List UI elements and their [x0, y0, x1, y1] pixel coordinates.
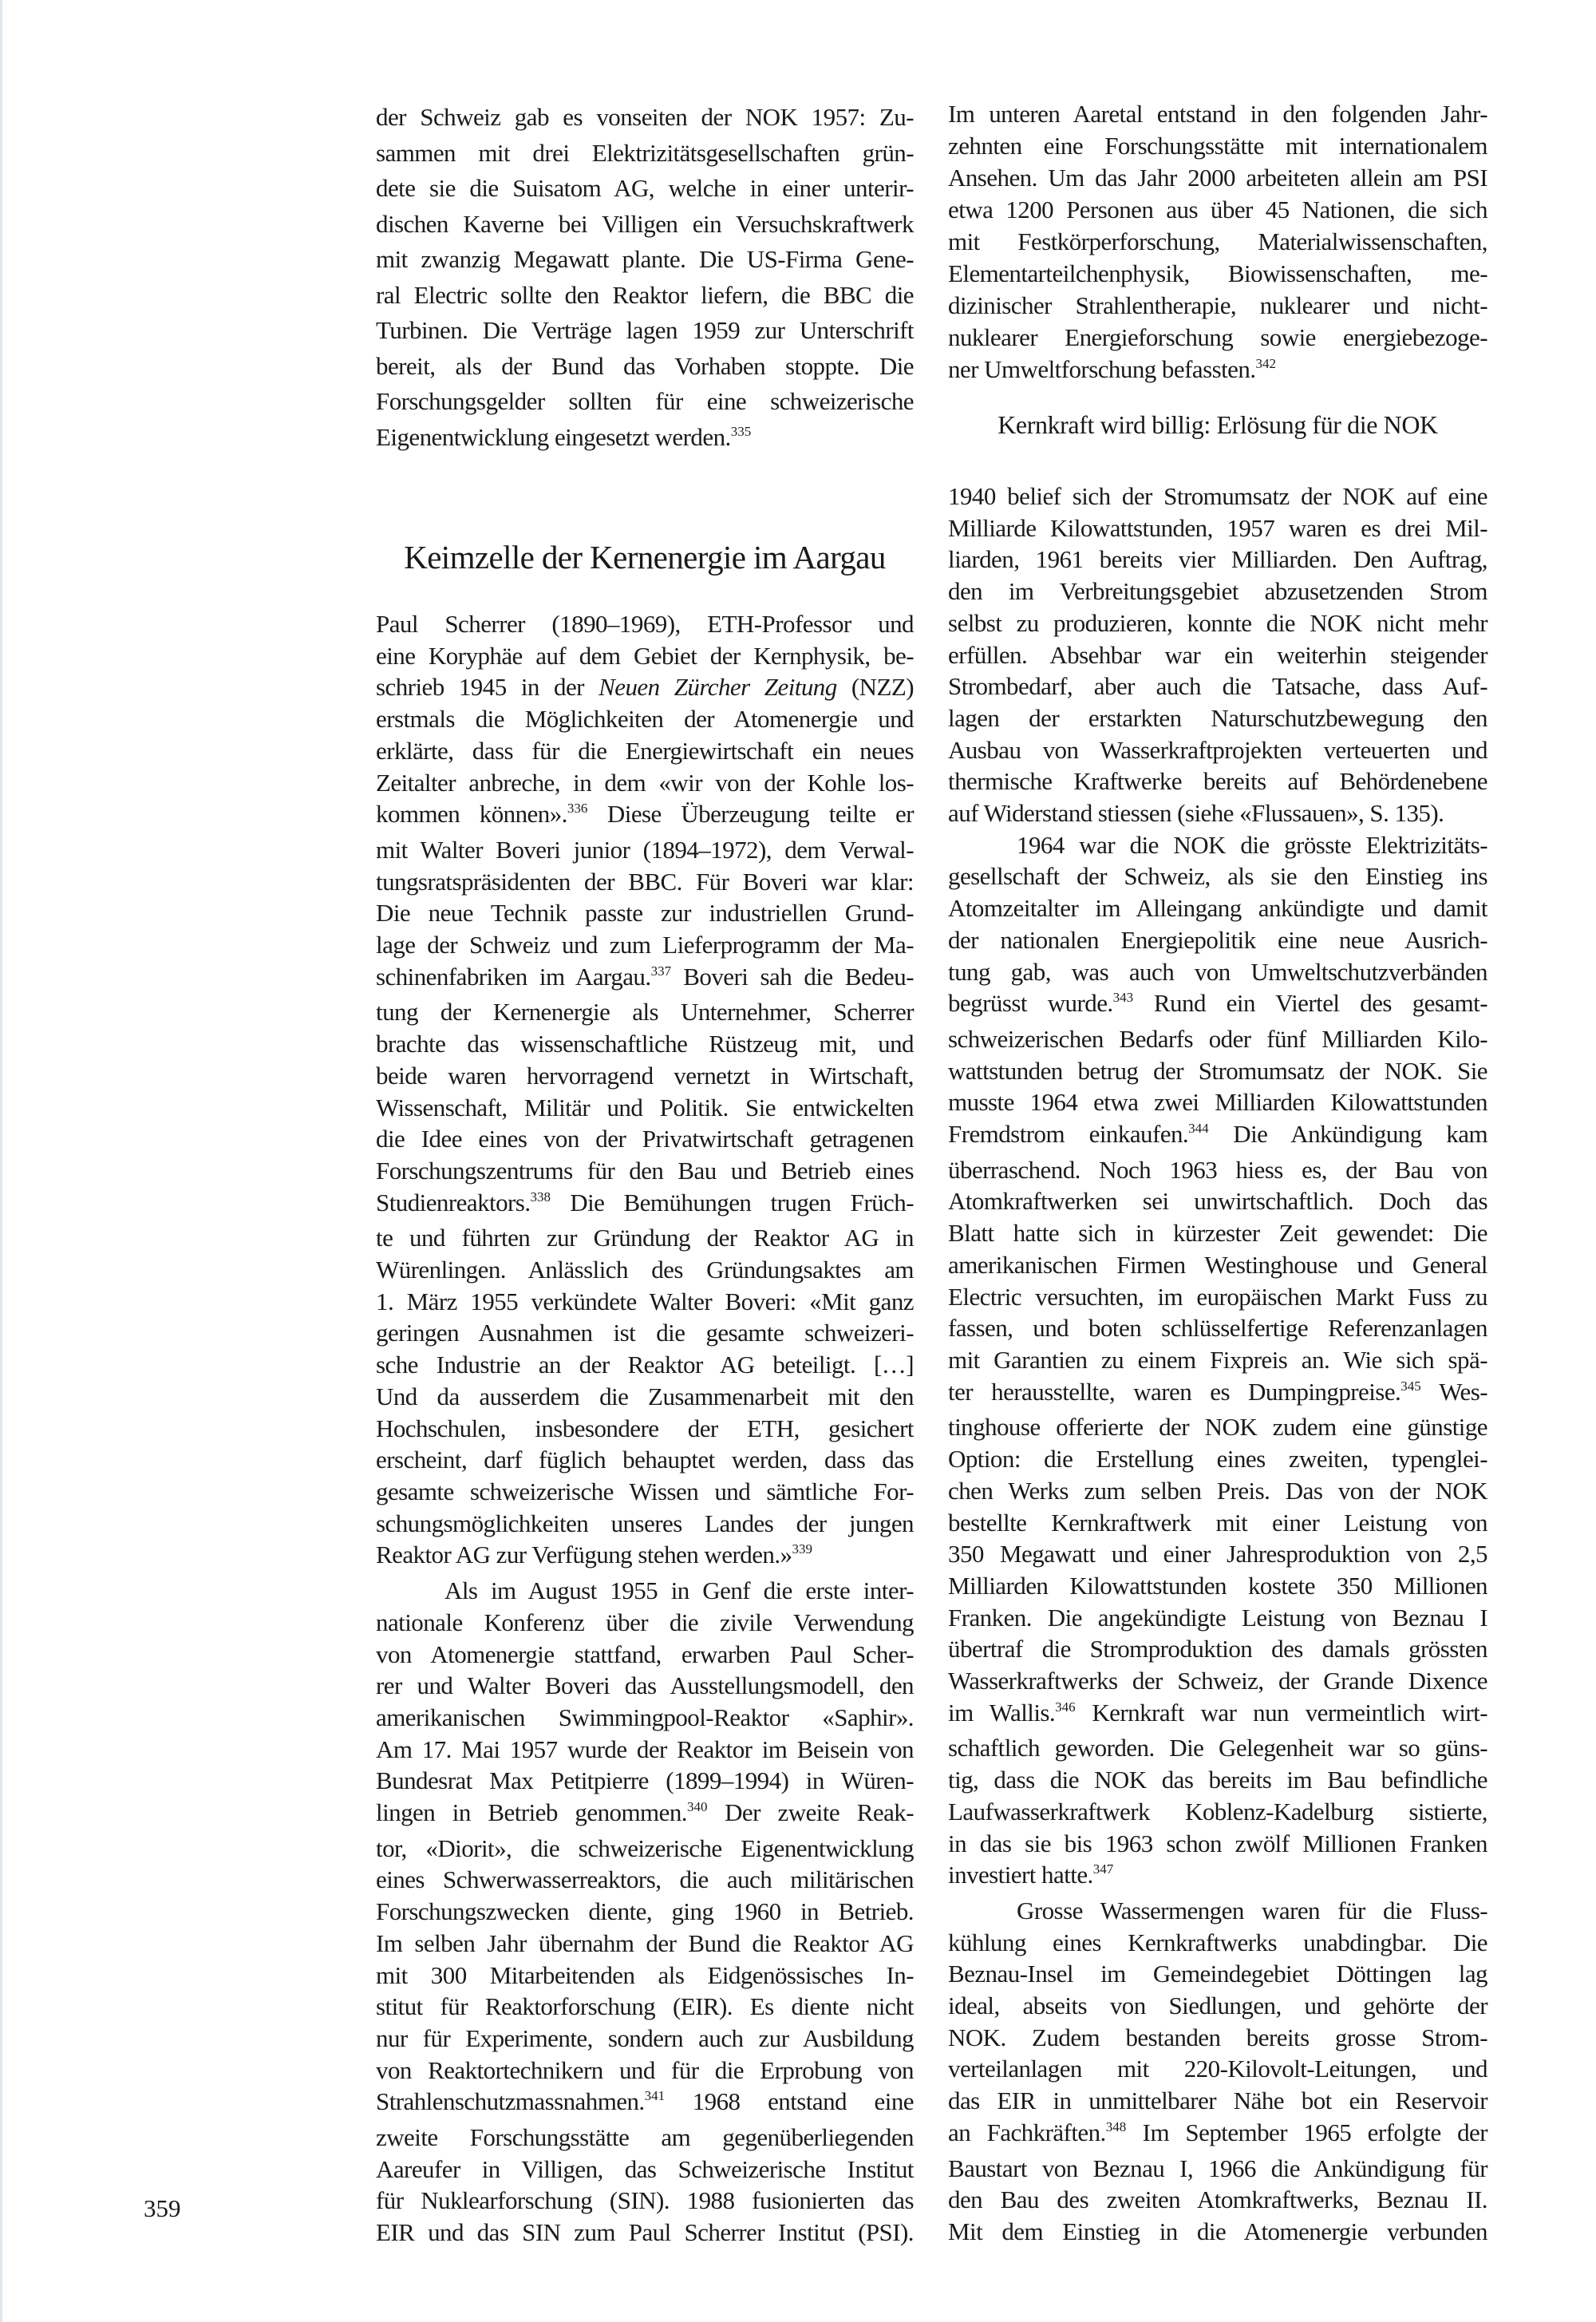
paragraph	[948, 481, 1487, 829]
text-line: der Schweiz gab es vonseiten der NOK 1957: Zu-	[376, 103, 914, 131]
text-line: stitut für Reaktorforschung (EIR). Es diente nicht	[376, 1992, 914, 2021]
footnote-reference: 346	[1055, 1699, 1076, 1715]
paragraph	[948, 829, 1487, 1895]
text-line: Wasserkraftwerks der Schweiz, der Grande Dixence	[948, 1667, 1487, 1695]
section-heading: Keimzelle der Kernenergie im Aargau	[404, 539, 886, 576]
text-line: erklärte, dass für die Energiewirtschaft ein neues	[376, 736, 914, 765]
text-line: Ansehen. Um das Jahr 2000 arbeiteten allein am PSI	[948, 164, 1487, 192]
section-subheading: Kernkraft wird billig: Erlösung für die NOK	[998, 410, 1438, 439]
text-line: für Nuklearforschung (SIN). 1988 fusionierten das	[376, 2186, 914, 2215]
footnote-reference: 336	[567, 801, 588, 817]
text-line: von Reaktortechnikern und für die Erprobung von	[376, 2055, 914, 2084]
text-line: kommen können».$^{336}$ Diese Überzeugung teilte er	[376, 800, 914, 829]
text-line: Hochschulen, insbesondere der ETH, gesichert	[376, 1414, 914, 1442]
left-column-top-paragraph	[376, 100, 914, 459]
text-line: Zeitalter anbreche, in dem «wir von der Kohle los-	[376, 768, 914, 797]
text-line: sammen mit drei Elektrizitätsgesellschaften grün-	[376, 138, 914, 167]
text-line: Würenlingen. Anlässlich des Gründungsaktes am	[376, 1256, 914, 1284]
text-line: Und da ausserdem die Zusammenarbeit mit den	[376, 1382, 914, 1410]
text-line: Studienreaktors.$^{338}$ Die Bemühungen trugen Früch-	[376, 1188, 914, 1216]
text-line: den Bau des zweiten Atomkraftwerks, Beznau II.	[948, 2186, 1487, 2214]
text-line: NOK. Zudem bestanden bereits grosse Strom-	[948, 2023, 1487, 2051]
text-line: bestellte Kernkraftwerk mit einer Leistung von	[948, 1508, 1487, 1537]
text-line: Mit dem Einstieg in die Atomenergie verbunden	[948, 2217, 1487, 2245]
text-line: dizinischer Strahlentherapie, nuklearer und nicht-	[948, 291, 1487, 319]
text-line: mit Garantien zu einem Fixpreis an. Wie sich spä-	[948, 1345, 1487, 1374]
footnote-reference: 340	[686, 1799, 708, 1815]
text-line: schrieb 1945 in der Neuen Zürcher Zeitung (NZZ)	[376, 673, 915, 702]
text-line: thermische Kraftwerke bereits auf Behördenebene	[948, 767, 1487, 796]
text-line: geringen Ausnahmen ist die gesamte schweizeri-	[376, 1319, 914, 1347]
text-line: 1964 war die NOK die grösste Elektrizitäts-	[1017, 830, 1487, 859]
text-line: tor, «Diorit», die schweizerische Eigenentwicklung	[376, 1833, 914, 1862]
text-line: Im selben Jahr übernahm der Bund die Reaktor AG	[376, 1928, 914, 1957]
text-line: mit zwanzig Megawatt plante. Die US-Firma Gene-	[376, 245, 914, 273]
text-line: ter herausstellte, waren es Dumpingpreise.$^{345}$ Wes-	[948, 1377, 1487, 1406]
text-line: von Atomenergie stattfand, erwarben Paul Scher-	[376, 1640, 914, 1668]
footnote-reference: 337	[650, 963, 672, 979]
text-line: Im unteren Aaretal entstand in den folgenden Jahr-	[948, 100, 1487, 128]
text-line: den im Verbreitungsgebiet abzusetzenden Strom	[948, 577, 1487, 606]
text-line: liarden, 1961 bereits vier Milliarden. Den Auftrag,	[948, 545, 1487, 574]
footnote-reference: 347	[1092, 1861, 1114, 1877]
text-line: erfüllen. Absehbar war ein weiterhin steigender	[948, 640, 1487, 669]
text-line: amerikanischen Swimmingpool-Reaktor «Saphir».	[376, 1703, 914, 1731]
text-line: Reaktor AG zur Verfügung stehen werden.»$^{339}$	[376, 1541, 812, 1569]
text-line: eines Schwerwasserreaktors, die auch militärischen	[376, 1865, 914, 1894]
footnote-reference: 343	[1112, 990, 1134, 1006]
text-line: Forschungszwecken diente, ging 1960 in Betrieb.	[376, 1897, 914, 1926]
text-line: Atomzeitalter im Alleingang ankündigte und damit	[948, 894, 1487, 923]
text-line: nur für Experimente, sondern auch zur Ausbildung	[376, 2023, 914, 2052]
text-line: tig, dass die NOK das bereits im Bau befindliche	[948, 1766, 1487, 1794]
text-line: mit Festkörperforschung, Materialwissenschaften,	[948, 227, 1487, 255]
text-line: rer und Walter Boveri das Ausstellungsmodell, den	[376, 1671, 914, 1700]
text-line: wattstunden betrug der Stromumsatz der NOK. Sie	[948, 1056, 1487, 1085]
text-line: Am 17. Mai 1957 wurde der Reaktor im Beisein von	[376, 1735, 914, 1763]
text-line: tinghouse offerierte der NOK zudem eine günstige	[948, 1413, 1487, 1442]
paragraph	[376, 608, 914, 1575]
text-line: 1. März 1955 verkündete Walter Boveri: «Mit ganz	[376, 1287, 914, 1315]
text-line: zehnten eine Forschungsstätte mit internationalem	[948, 132, 1487, 160]
footnote-reference: 339	[792, 1541, 812, 1557]
text-line: dischen Kaverne bei Villigen ein Versuchskraftwerk	[376, 209, 914, 238]
text-line: dete sie die Suisatom AG, welche in einer unterir-	[376, 174, 914, 202]
text-line: Milliarde Kilowattstunden, 1957 waren es drei Mil-	[948, 513, 1487, 542]
text-line: im Wallis.$^{346}$ Kernkraft war nun vermeintlich wirt-	[948, 1698, 1487, 1727]
text-line: ideal, abseits von Siedlungen, und gehörte der	[948, 1992, 1487, 2020]
footnote-reference: 344	[1188, 1121, 1209, 1137]
right-column-top-paragraph	[948, 98, 1487, 390]
text-line: investiert hatte.$^{347}$	[948, 1861, 1114, 1889]
footnote-reference: 341	[644, 2088, 666, 2104]
text-line: das EIR in unmittelbarer Nähe bot ein Reservoir	[948, 2087, 1487, 2115]
text-line: sche Industrie an der Reaktor AG beteiligt. […]	[376, 1351, 914, 1379]
text-line: schinenfabriken im Aargau.$^{337}$ Boveri sah die Bedeu-	[376, 962, 914, 991]
text-line: bereit, als der Bund das Vorhaben stoppte. Die	[376, 351, 914, 380]
text-line: lage der Schweiz und zum Lieferprogramm der Ma-	[376, 931, 914, 959]
text-line: Elementarteilchenphysik, Biowissenschaften, me-	[948, 259, 1487, 287]
left-column-body	[376, 608, 914, 2249]
text-line: begrüsst wurde.$^{343}$ Rund ein Viertel des gesamt-	[948, 989, 1488, 1018]
text-line: Als im August 1955 in Genf die erste inter-	[444, 1576, 914, 1605]
text-line: EIR und das SIN zum Paul Scherrer Institut (PSI).	[376, 2218, 914, 2247]
text-line: Milliarden Kilowattstunden kostete 350 Millionen	[948, 1571, 1487, 1600]
text-line: amerikanischen Firmen Westinghouse und General	[948, 1250, 1487, 1279]
text-line: Aareufer in Villigen, das Schweizerische Institut	[376, 2154, 914, 2183]
text-line: erstmals die Möglichkeiten der Atomenergie und	[376, 705, 914, 734]
page-number: 359	[144, 2194, 181, 2222]
text-line: mit Walter Boveri junior (1894–1972), dem Verwal-	[376, 835, 914, 864]
text-line: erscheint, darf füglich behauptet werden, dass das	[376, 1446, 914, 1474]
text-line: in das sie bis 1963 schon zwölf Millionen Franken	[948, 1829, 1487, 1857]
text-line: chen Werks zum selben Preis. Das von der NOK	[948, 1476, 1487, 1505]
text-line: nationale Konferenz über die zivile Verwendung	[376, 1608, 914, 1636]
footnote-reference: 348	[1105, 2118, 1127, 2134]
text-line: Strahlenschutzmassnahmen.$^{341}$ 1968 entstand eine	[376, 2087, 914, 2116]
paragraph	[948, 1895, 1487, 2248]
text-line: Wissenschaft, Militär und Politik. Sie entwickelten	[376, 1093, 914, 1121]
text-line: Franken. Die angekündigte Leistung von Beznau I	[948, 1603, 1487, 1632]
text-line: Grosse Wassermengen waren für die Fluss-	[1017, 1896, 1487, 1924]
text-line: nuklearer Energieforschung sowie energiebezoge-	[948, 323, 1487, 351]
text-line: tung gab, was auch von Umweltschutzverbänden	[948, 957, 1487, 986]
text-line: lingen in Betrieb genommen.$^{340}$ Der zweite Reak-	[376, 1798, 914, 1827]
text-line: eine Koryphäe auf dem Gebiet der Kernphysik, be-	[376, 641, 914, 670]
text-line: Strombedarf, aber auch die Tatsache, dass Auf-	[948, 672, 1487, 701]
text-line: selbst zu produzieren, konnte die NOK nicht mehr	[948, 608, 1487, 637]
text-line: die Idee eines von der Privatwirtschaft getragenen	[376, 1125, 914, 1153]
text-line: tungsratspräsidenten der BBC. Für Boveri war klar:	[376, 867, 914, 896]
text-line: Eigenentwicklung eingesetzt werden.$^{335}$	[376, 422, 752, 451]
text-line: musste 1964 etwa zwei Milliarden Kilowattstunden	[948, 1088, 1487, 1117]
paragraph	[376, 1575, 914, 2249]
text-line: Electric versuchten, im europäischen Markt Fuss zu	[948, 1282, 1487, 1311]
page-edge	[0, 0, 2, 2322]
text-line: der nationalen Energiepolitik eine neue Ausrich-	[948, 925, 1487, 954]
text-line: te und führten zur Gründung der Reaktor AG in	[376, 1224, 914, 1252]
text-line: brachte das wissenschaftliche Rüstzeug mit, und	[376, 1030, 914, 1058]
text-line: Baustart von Beznau I, 1966 die Ankündigung für	[948, 2154, 1487, 2182]
text-line: überraschend. Noch 1963 hiess es, der Bau von	[948, 1155, 1487, 1184]
text-line: schaftlich geworden. Die Gelegenheit war so güns-	[948, 1734, 1487, 1762]
footnote-reference: 335	[730, 423, 752, 439]
text-line: an Fachkräften.$^{348}$ Im September 1965 erfolgte der	[948, 2118, 1487, 2146]
text-line: lagen der erstarkten Naturschutzbewegung den	[948, 703, 1487, 732]
text-line: zweite Forschungsstätte am gegenüberliegenden	[376, 2123, 914, 2152]
text-line: Atomkraftwerken sei unwirtschaftlich. Doch das	[948, 1187, 1487, 1216]
text-line: übertraf die Stromproduktion des damals grössten	[948, 1635, 1487, 1663]
text-line: Die neue Technik passte zur industriellen Grund-	[376, 899, 914, 928]
text-line: Beznau-Insel im Gemeindegebiet Döttingen lag	[948, 1960, 1487, 1988]
text-line: gesellschaft der Schweiz, als sie den Einstieg ins	[948, 862, 1487, 891]
text-line: schweizerischen Bedarfs oder fünf Milliarden Kilo-	[948, 1024, 1487, 1053]
text-line: ral Electric sollte den Reaktor liefern, die BBC die	[376, 280, 914, 309]
text-line: Paul Scherrer (1890–1969), ETH-Professor und	[376, 610, 914, 638]
text-line: beide waren hervorragend vernetzt in Wirtschaft,	[376, 1061, 914, 1090]
text-line: Option: die Erstellung eines zweiten, typenglei-	[948, 1445, 1487, 1474]
footnote-reference: 338	[530, 1189, 551, 1205]
footnote-reference: 345	[1400, 1378, 1421, 1394]
text-line: schungsmöglichkeiten unseres Landes der jungen	[376, 1509, 914, 1537]
text-line: 1940 belief sich der Stromumsatz der NOK auf eine	[948, 482, 1487, 510]
text-line: 350 Megawatt und einer Jahresproduktion von 2,5	[948, 1540, 1487, 1568]
text-line: Forschungszentrums für den Bau und Betrieb eines	[376, 1156, 914, 1185]
text-line: Laufwasserkraftwerk Koblenz-Kadelburg sistierte,	[948, 1797, 1487, 1826]
right-column-body	[948, 481, 1487, 2248]
text-line: fassen, und boten schlüsselfertige Referenzanlagen	[948, 1314, 1487, 1343]
text-line: Ausbau von Wasserkraftprojekten verteuerten und	[948, 735, 1487, 764]
text-line: Blatt hatte sich in kürzester Zeit gewendet: Die	[948, 1219, 1487, 1248]
text-line: gesamte schweizerische Wissen und sämtliche For-	[376, 1477, 914, 1505]
text-line: Fremdstrom einkaufen.$^{344}$ Die Ankündigung kam	[948, 1120, 1488, 1149]
text-line: mit 300 Mitarbeitenden als Eidgenössisches In-	[376, 1960, 914, 1989]
text-line: Turbinen. Die Verträge lagen 1959 zur Unterschrift	[376, 316, 914, 344]
italic-title: Neuen Zürcher Zeitung	[598, 673, 837, 702]
text-line: Forschungsgelder sollten für eine schweizerische	[376, 387, 914, 415]
text-line: verteilanlagen mit 220-Kilovolt-Leitungen, und	[948, 2055, 1487, 2083]
text-line: kühlung eines Kernkraftwerks unabdingbar. Die	[948, 1928, 1487, 1956]
text-line: auf Widerstand stiessen (siehe «Flussauen», S. 135).	[948, 799, 1444, 828]
text-line: tung der Kernenergie als Unternehmer, Scherrer	[376, 998, 914, 1027]
footnote-reference: 342	[1255, 356, 1277, 371]
text-line: Bundesrat Max Petitpierre (1899–1994) in Würen-	[376, 1766, 914, 1795]
text-line: ner Umweltforschung befassten.$^{342}$	[948, 355, 1277, 383]
text-line: etwa 1200 Personen aus über 45 Nationen, die sich	[948, 196, 1487, 223]
